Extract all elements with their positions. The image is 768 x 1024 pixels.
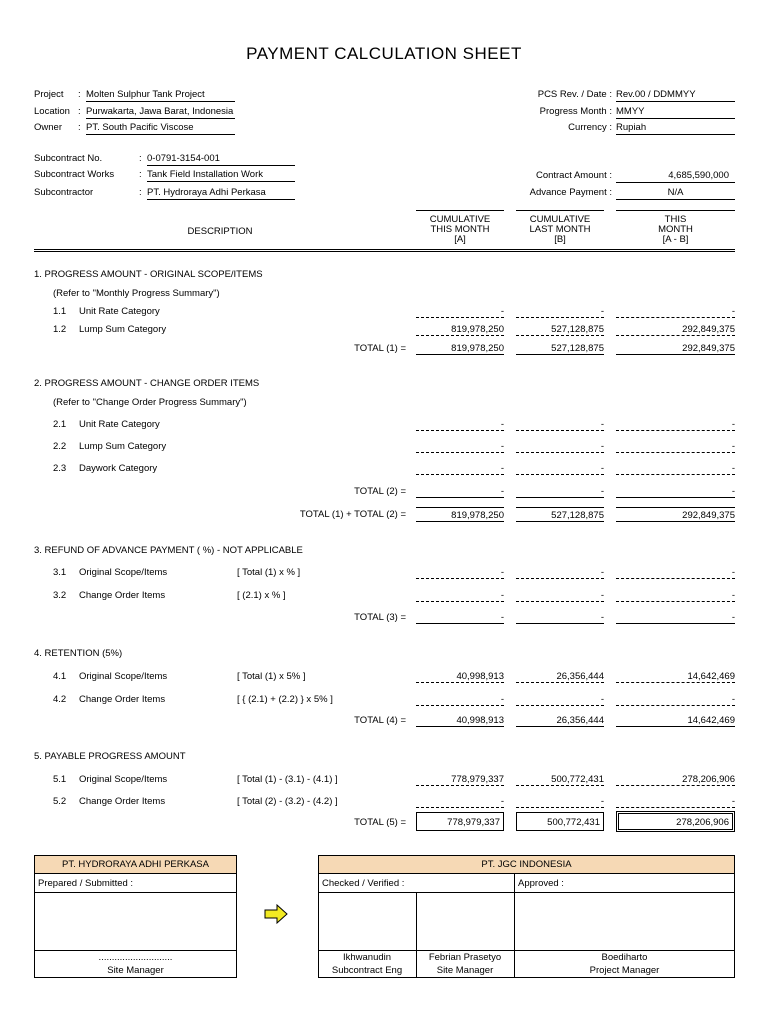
section-3-title: 3. REFUND OF ADVANCE PAYMENT ( %) - NOT APPLICABLE: [34, 545, 303, 556]
colon: :: [139, 169, 142, 180]
cell-a: -: [416, 441, 504, 453]
cell-a: -: [416, 567, 504, 579]
grand-total-label: TOTAL (1) + TOTAL (2) =: [299, 509, 406, 520]
cell-a: 819,978,250: [416, 324, 504, 336]
cell-a: -: [416, 590, 504, 602]
row-label: Original Scope/Items: [79, 774, 168, 785]
cell-c: -: [616, 567, 735, 579]
cell-c: 292,849,375: [616, 324, 735, 336]
total-4-a: 40,998,913: [416, 715, 504, 727]
section-2-ref: (Refer to "Change Order Progress Summary"): [53, 397, 247, 408]
cell-a: -: [416, 694, 504, 706]
cell-a: -: [416, 419, 504, 431]
row-no: 2.2: [53, 441, 67, 452]
grand-total-b: 527,128,875: [516, 507, 604, 522]
cell-c: 14,642,469: [616, 671, 735, 683]
row-no: 5.2: [53, 796, 67, 807]
person3-role: Project Manager: [589, 965, 660, 976]
progress-month-value: MMYY: [616, 106, 735, 119]
cell-b: -: [516, 567, 604, 579]
cell-c: -: [616, 463, 735, 475]
owner-value: PT. South Pacific Viscose: [86, 122, 235, 135]
person2-role: Site Manager: [436, 965, 494, 976]
row-label: Unit Rate Category: [79, 306, 160, 317]
total-2-c: -: [616, 486, 735, 498]
cell-a: -: [416, 796, 504, 808]
person2-name: Febrian Prasetyo: [428, 952, 502, 963]
row-label: Change Order Items: [79, 694, 166, 705]
row-no: 3.1: [53, 567, 67, 578]
cell-b: -: [516, 419, 604, 431]
total-5-b: 500,772,431: [516, 812, 604, 831]
approved-label: Approved :: [518, 878, 564, 889]
colon: :: [78, 122, 81, 133]
cell-b: -: [516, 694, 604, 706]
currency-value: Rupiah: [616, 122, 735, 135]
person1-role: Subcontract Eng: [331, 965, 403, 976]
row-formula: [ Total (1) - (3.1) - (4.1) ]: [237, 774, 338, 785]
subcontract-works-value: Tank Field Installation Work: [147, 169, 295, 182]
col-a-header: CUMULATIVE THIS MONTH [A]: [429, 214, 491, 245]
right-company-header: PT. JGC INDONESIA: [318, 855, 735, 874]
total-4-b: 26,356,444: [516, 715, 604, 727]
total-5-a: 778,979,337: [416, 812, 504, 831]
row-label: Original Scope/Items: [79, 671, 168, 682]
row-no: 5.1: [53, 774, 67, 785]
total-5-c: 278,206,906: [616, 811, 735, 832]
row-no: 1.2: [53, 324, 67, 335]
subcontractor-value: PT. Hydroraya Adhi Perkasa: [147, 187, 295, 200]
cell-b: -: [516, 463, 604, 475]
project-label: Project: [34, 89, 64, 100]
cell-c: 278,206,906: [616, 774, 735, 786]
row-label: Original Scope/Items: [79, 567, 168, 578]
cell-c: -: [616, 796, 735, 808]
checked-label: Checked / Verified :: [322, 878, 405, 889]
row-formula: [ (2.1) x % ]: [237, 590, 286, 601]
row-no: 4.2: [53, 694, 67, 705]
prepared-label: Prepared / Submitted :: [38, 878, 134, 889]
left-role: Site Manager: [107, 965, 164, 976]
contract-amount-value: 4,685,590,000: [616, 170, 735, 183]
cell-c: -: [616, 694, 735, 706]
cell-b: -: [516, 590, 604, 602]
cell-c: -: [616, 441, 735, 453]
section-2-title: 2. PROGRESS AMOUNT - CHANGE ORDER ITEMS: [34, 378, 260, 389]
location-label: Location: [34, 106, 70, 117]
section-1-ref: (Refer to "Monthly Progress Summary"): [53, 288, 220, 299]
row-formula: [ Total (1) x % ]: [237, 567, 301, 578]
pcs-rev-label: PCS Rev. / Date :: [537, 89, 612, 100]
grand-total-c: 292,849,375: [616, 507, 735, 522]
row-formula: [ Total (2) - (3.2) - (4.2) ]: [237, 796, 338, 807]
section-5-title: 5. PAYABLE PROGRESS AMOUNT: [34, 751, 186, 762]
total-1-c: 292,849,375: [616, 343, 735, 355]
cell-c: -: [616, 590, 735, 602]
cell-b: -: [516, 306, 604, 318]
total-4-c: 14,642,469: [616, 715, 735, 727]
row-no: 1.1: [53, 306, 67, 317]
total-3-a: -: [416, 612, 504, 624]
row-label: Change Order Items: [79, 796, 166, 807]
project-value: Molten Sulphur Tank Project: [86, 89, 235, 102]
section-4-title: 4. RETENTION (5%): [34, 648, 123, 659]
total-2-b: -: [516, 486, 604, 498]
cell-a: 40,998,913: [416, 671, 504, 683]
colon: :: [139, 153, 142, 164]
total-1-label: TOTAL (1) =: [354, 343, 406, 354]
left-dots: ............................: [98, 952, 173, 963]
cell-a: -: [416, 306, 504, 318]
advance-payment-value: N/A: [616, 187, 735, 200]
cell-b: -: [516, 796, 604, 808]
subcontract-no-label: Subcontract No.: [34, 153, 103, 164]
col-c-header: THIS MONTH [A - B]: [658, 214, 693, 245]
row-no: 3.2: [53, 590, 67, 601]
cell-a: -: [416, 463, 504, 475]
total-4-label: TOTAL (4) =: [354, 715, 406, 726]
colon: :: [78, 89, 81, 100]
location-value: Purwakarta, Jawa Barat, Indonesia: [86, 106, 234, 117]
cell-b: -: [516, 441, 604, 453]
row-formula: [ Total (1) x 5% ]: [237, 671, 306, 682]
left-company-header: PT. HYDRORAYA ADHI PERKASA: [34, 855, 237, 874]
cell-b: 527,128,875: [516, 324, 604, 336]
row-no: 4.1: [53, 671, 67, 682]
page-title: PAYMENT CALCULATION SHEET: [246, 44, 522, 63]
cell-b: 26,356,444: [516, 671, 604, 683]
section-1-title: 1. PROGRESS AMOUNT - ORIGINAL SCOPE/ITEMS: [34, 269, 263, 280]
total-3-b: -: [516, 612, 604, 624]
subcontractor-label: Subcontractor: [34, 187, 94, 198]
person3-name: Boediharto: [601, 952, 648, 963]
pcs-rev-value: Rev.00 / DDMMYY: [616, 89, 735, 102]
subcontract-works-label: Subcontract Works: [34, 169, 115, 180]
col-b-header: CUMULATIVE LAST MONTH [B]: [529, 214, 591, 245]
progress-month-label: Progress Month :: [539, 106, 612, 117]
cell-a: 778,979,337: [416, 774, 504, 786]
total-2-a: -: [416, 486, 504, 498]
total-2-label: TOTAL (2) =: [354, 486, 406, 497]
advance-payment-label: Advance Payment :: [529, 187, 612, 198]
cell-b: 500,772,431: [516, 774, 604, 786]
arrow-right-icon: [264, 904, 288, 924]
row-label: Lump Sum Category: [79, 324, 167, 335]
total-1-b: 527,128,875: [516, 343, 604, 355]
subcontract-no-value: 0-0791-3154-001: [147, 153, 295, 166]
total-5-label: TOTAL (5) =: [354, 817, 406, 828]
row-label: Lump Sum Category: [79, 441, 167, 452]
row-no: 2.1: [53, 419, 67, 430]
currency-label: Currency :: [568, 122, 612, 133]
person1-name: Ikhwanudin: [342, 952, 392, 963]
owner-label: Owner: [34, 122, 62, 133]
total-1-a: 819,978,250: [416, 343, 504, 355]
row-formula: [ { (2.1) + (2.2) } x 5% ]: [237, 694, 333, 705]
cell-c: -: [616, 419, 735, 431]
description-header: DESCRIPTION: [187, 226, 253, 237]
total-3-c: -: [616, 612, 735, 624]
row-label: Change Order Items: [79, 590, 166, 601]
colon: :: [78, 106, 81, 117]
grand-total-a: 819,978,250: [416, 507, 504, 522]
row-no: 2.3: [53, 463, 67, 474]
cell-c: -: [616, 306, 735, 318]
total-3-label: TOTAL (3) =: [354, 612, 406, 623]
contract-amount-label: Contract Amount :: [535, 170, 612, 181]
row-label: Daywork Category: [79, 463, 158, 474]
colon: :: [139, 187, 142, 198]
row-label: Unit Rate Category: [79, 419, 160, 430]
